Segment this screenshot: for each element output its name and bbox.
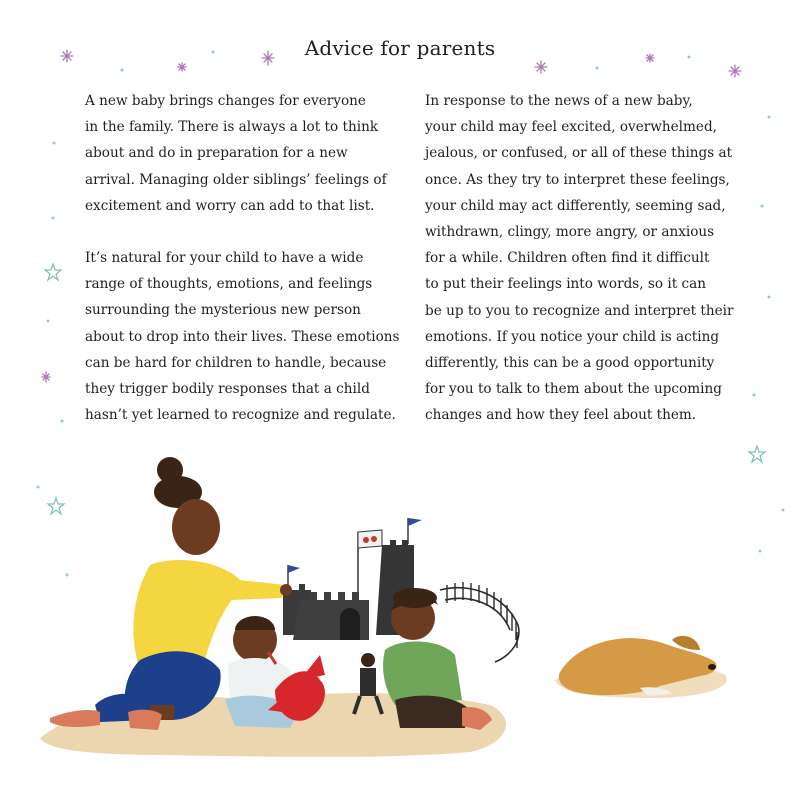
text-line: hasn’t yet learned to recognize and regulate. — [85, 407, 396, 424]
text-line: to put their feelings into words, so it can — [425, 276, 707, 293]
star-icon — [42, 372, 50, 382]
right-text-column — [425, 88, 734, 455]
star-outline-icon — [45, 264, 61, 280]
text-line: arrival. Managing older siblings’ feelings of — [85, 171, 387, 188]
text-line: jealous, or confused, or all of these things at — [425, 145, 733, 162]
text-line: It’s natural for your child to have a wide — [85, 250, 364, 267]
fence-icon — [440, 582, 519, 662]
text-line: changes and how they feel about them. — [425, 407, 697, 424]
text-line: for you to talk to them about the upcoming — [425, 381, 722, 398]
page-title: Advice for parents — [304, 36, 496, 60]
left-text-column — [85, 88, 405, 454]
text-line: emotions. If you notice your child is acting — [425, 328, 720, 345]
text-line: once. As they try to interpret these feelings, — [425, 171, 730, 188]
star-icon — [178, 63, 186, 71]
text-line: In response to the news of a new baby, — [425, 93, 693, 109]
text-line: be up to you to recognize and interpret their — [425, 302, 734, 319]
left-paragraph-2 — [85, 245, 405, 428]
text-line: surrounding the mysterious new person — [85, 302, 361, 319]
text-line: in the family. There is always a lot to think — [85, 119, 379, 136]
text-line: withdrawn, clingy, more angry, or anxious — [425, 224, 715, 241]
text-line: your child may feel excited, overwhelmed, — [425, 119, 717, 136]
text-line: differently, this can be a good opportunity — [425, 355, 715, 372]
star-icon — [535, 61, 547, 73]
text-line: for a while. Children often find it difficult — [425, 250, 710, 267]
text-line: about to drop into their lives. These emotions — [85, 328, 400, 345]
text-line: excitement and worry can add to that list. — [85, 197, 375, 214]
family-playing-illustration-icon — [0, 440, 800, 800]
text-line: A new baby brings changes for everyone — [85, 93, 366, 109]
boy-figure-icon — [383, 588, 492, 730]
text-line: can be hard for children to handle, because — [85, 354, 387, 371]
left-paragraph-1 — [85, 88, 405, 219]
text-line: your child may act differently, seeming sad, — [425, 197, 726, 214]
text-line: range of thoughts, emotions, and feelings — [85, 276, 373, 293]
star-icon — [729, 65, 741, 77]
text-line: about and do in preparation for a new — [85, 145, 348, 162]
text-line: they trigger bodily responses that a child — [85, 381, 370, 398]
right-paragraph-1 — [425, 88, 734, 429]
